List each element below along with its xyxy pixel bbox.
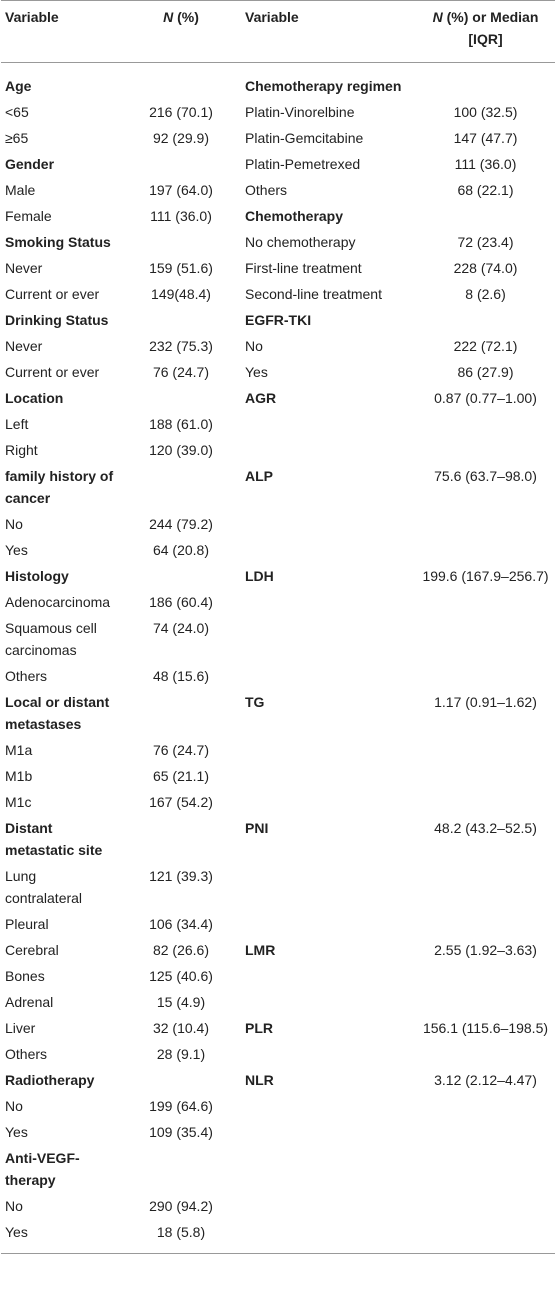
- variable-cell: Squamous cell carcinomas: [5, 620, 97, 658]
- variable-cell-2: Second-line treatment: [245, 286, 382, 302]
- header-row: [1, 1, 555, 63]
- table-row: [1, 63, 555, 100]
- variable-cell: Smoking Status: [5, 234, 111, 250]
- variable-cell-2: [241, 663, 416, 689]
- n-percent-cell: 188 (61.0): [149, 416, 213, 432]
- n-percent-cell: [121, 1145, 241, 1193]
- variable-cell: Gender: [5, 156, 55, 172]
- n-percent-cell: 120 (39.0): [149, 442, 213, 458]
- table-row: [1, 1067, 555, 1093]
- n-percent-cell: 92 (29.9): [152, 130, 210, 146]
- n-percent-cell: 48 (15.6): [152, 668, 210, 684]
- n-percent-cell: [121, 151, 241, 177]
- variable-cell-2: [241, 1093, 416, 1119]
- table-row: [1, 359, 555, 385]
- n-percent-cell: [121, 385, 241, 411]
- variable-cell-2: LDH: [245, 568, 274, 584]
- value-cell: 199.6 (167.9–256.7): [422, 568, 549, 584]
- variable-cell: No: [5, 1098, 23, 1114]
- value-cell: [416, 963, 555, 989]
- table-row: [1, 1015, 555, 1041]
- variable-cell-2: Platin-Vinorelbine: [245, 104, 355, 120]
- variable-cell-2: [241, 537, 416, 563]
- table-row: [1, 463, 555, 511]
- n-percent-cell: 149(48.4): [151, 286, 211, 302]
- variable-cell-2: [241, 789, 416, 815]
- value-cell: 68 (22.1): [457, 182, 514, 198]
- header-n-italic: N: [163, 9, 174, 25]
- header-n-percent: [121, 1, 241, 63]
- table-row: [1, 1093, 555, 1119]
- n-percent-cell: 244 (79.2): [149, 516, 213, 532]
- table-row: [1, 1145, 555, 1193]
- n-percent-cell: 106 (34.4): [149, 916, 213, 932]
- table-row: [1, 1193, 555, 1219]
- variable-cell-2: [241, 911, 416, 937]
- variable-cell: Histology: [5, 568, 69, 584]
- variable-cell-2: No chemotherapy: [245, 234, 356, 250]
- table-row: [1, 307, 555, 333]
- variable-cell: Never: [5, 338, 43, 354]
- value-cell: 147 (47.7): [453, 130, 518, 146]
- variable-cell-2: Platin-Gemcitabine: [245, 130, 364, 146]
- value-cell: 48.2 (43.2–52.5): [434, 820, 537, 836]
- value-cell: 3.12 (2.12–4.47): [434, 1072, 537, 1088]
- table-row: [1, 151, 555, 177]
- header-n-percent-median: [416, 1, 555, 63]
- value-cell: [416, 511, 555, 537]
- value-cell: 228 (74.0): [453, 260, 518, 276]
- table-row: [1, 177, 555, 203]
- value-cell: 100 (32.5): [453, 104, 518, 120]
- n-percent-cell: 76 (24.7): [152, 364, 210, 380]
- table-row: [1, 229, 555, 255]
- value-cell: [416, 1041, 555, 1067]
- value-cell: [416, 63, 555, 100]
- value-cell: 0.87 (0.77–1.00): [434, 390, 537, 406]
- value-cell: [416, 1119, 555, 1145]
- variable-cell-2: NLR: [245, 1072, 274, 1088]
- variable-cell: Radiotherapy: [5, 1072, 95, 1088]
- variable-cell: Left: [5, 416, 29, 432]
- n-percent-cell: 159 (51.6): [149, 260, 213, 276]
- variable-cell: Others: [5, 1046, 48, 1062]
- variable-cell-2: [241, 411, 416, 437]
- value-cell: 75.6 (63.7–98.0): [434, 468, 537, 484]
- value-cell: [416, 989, 555, 1015]
- variable-cell: Yes: [5, 542, 28, 558]
- value-cell: [416, 1193, 555, 1219]
- variable-cell-2: PLR: [245, 1020, 273, 1036]
- variable-cell: Adenocarcinoma: [5, 594, 111, 610]
- value-cell: [416, 203, 555, 229]
- n-percent-cell: 111 (36.0): [150, 208, 212, 224]
- n-percent-cell: 28 (9.1): [156, 1046, 206, 1062]
- header-variable: Variable: [5, 9, 59, 25]
- value-cell: [416, 663, 555, 689]
- variable-cell: Male: [5, 182, 36, 198]
- variable-cell: Liver: [5, 1020, 36, 1036]
- table-row: [1, 333, 555, 359]
- n-percent-cell: 64 (20.8): [152, 542, 210, 558]
- variable-cell-2: EGFR-TKI: [245, 312, 312, 328]
- n-percent-cell: 15 (4.9): [156, 994, 206, 1010]
- variable-cell-2: [241, 763, 416, 789]
- variable-cell: Never: [5, 260, 43, 276]
- table-row: [1, 589, 555, 615]
- table-row: [1, 511, 555, 537]
- variable-cell: Current or ever: [5, 364, 100, 380]
- variable-cell: Anti-VEGF-therapy: [5, 1150, 80, 1188]
- n-percent-cell: 197 (64.0): [149, 182, 213, 198]
- variable-cell-2: [241, 615, 416, 663]
- header-n2-rest: (%) or Median [IQR]: [442, 9, 539, 47]
- table-row: [1, 615, 555, 663]
- table-row: [1, 563, 555, 589]
- variable-cell-2: First-line treatment: [245, 260, 362, 276]
- n-percent-cell: [121, 229, 241, 255]
- variable-cell-2: [241, 437, 416, 463]
- variable-cell: Others: [5, 668, 48, 684]
- header-n-rest: (%): [173, 9, 199, 25]
- table-row: [1, 125, 555, 151]
- variable-cell-2: [241, 989, 416, 1015]
- variable-cell-2: Chemotherapy: [245, 208, 344, 224]
- variable-cell-2: ALP: [245, 468, 273, 484]
- variable-cell-2: AGR: [245, 390, 277, 406]
- table-row: [1, 99, 555, 125]
- value-cell: 1.17 (0.91–1.62): [434, 694, 537, 710]
- table-row: [1, 937, 555, 963]
- variable-cell: M1a: [5, 742, 33, 758]
- variable-cell: No: [5, 1198, 23, 1214]
- variable-cell: Location: [5, 390, 64, 406]
- table-row: [1, 737, 555, 763]
- value-cell: [416, 307, 555, 333]
- header-variable-2: Variable: [245, 9, 299, 25]
- n-percent-cell: 32 (10.4): [152, 1020, 210, 1036]
- n-percent-cell: 199 (64.6): [149, 1098, 213, 1114]
- table-row: [1, 963, 555, 989]
- variable-cell-2: Chemotherapy regimen: [245, 78, 402, 94]
- variable-cell: Bones: [5, 968, 45, 984]
- n-percent-cell: 18 (5.8): [156, 1224, 206, 1240]
- n-percent-cell: 74 (24.0): [152, 620, 210, 636]
- table-row: [1, 1219, 555, 1254]
- n-percent-cell: [121, 1067, 241, 1093]
- value-cell: [416, 411, 555, 437]
- variable-cell-2: PNI: [245, 820, 269, 836]
- variable-cell: ≥65: [5, 130, 29, 146]
- value-cell: 156.1 (115.6–198.5): [422, 1020, 549, 1036]
- n-percent-cell: 109 (35.4): [149, 1124, 213, 1140]
- value-cell: 86 (27.9): [457, 364, 514, 380]
- variable-cell: Distant metastatic site: [5, 820, 103, 858]
- variable-cell-2: [241, 1145, 416, 1193]
- table-row: [1, 663, 555, 689]
- variable-cell-2: [241, 1119, 416, 1145]
- value-cell: [416, 863, 555, 911]
- variable-cell: Age: [5, 78, 32, 94]
- variable-cell: Cerebral: [5, 942, 59, 958]
- n-percent-cell: 65 (21.1): [152, 768, 210, 784]
- table-row: [1, 911, 555, 937]
- table-row: [1, 437, 555, 463]
- table-row: [1, 411, 555, 437]
- variable-cell: Pleural: [5, 916, 49, 932]
- characteristics-table: [1, 0, 555, 1254]
- n-percent-cell: 125 (40.6): [149, 968, 213, 984]
- variable-cell-2: Yes: [245, 364, 268, 380]
- n-percent-cell: [121, 689, 241, 737]
- value-cell: [416, 789, 555, 815]
- n-percent-cell: 82 (26.6): [152, 942, 210, 958]
- variable-cell: Female: [5, 208, 52, 224]
- value-cell: 111 (36.0): [454, 156, 517, 172]
- n-percent-cell: [121, 307, 241, 333]
- value-cell: [416, 537, 555, 563]
- variable-cell-2: Platin-Pemetrexed: [245, 156, 361, 172]
- table-row: [1, 255, 555, 281]
- value-cell: 222 (72.1): [453, 338, 518, 354]
- table-row: [1, 385, 555, 411]
- variable-cell-2: [241, 511, 416, 537]
- table-row: [1, 1119, 555, 1145]
- value-cell: [416, 737, 555, 763]
- n-percent-cell: 76 (24.7): [152, 742, 210, 758]
- n-percent-cell: 216 (70.1): [149, 104, 213, 120]
- n-percent-cell: [121, 563, 241, 589]
- table-body: [1, 63, 555, 1254]
- variable-cell: Current or ever: [5, 286, 100, 302]
- variable-cell: family history of cancer: [5, 468, 114, 506]
- n-percent-cell: 232 (75.3): [149, 338, 213, 354]
- variable-cell-2: No: [245, 338, 263, 354]
- variable-cell-2: Others: [245, 182, 288, 198]
- n-percent-cell: 121 (39.3): [149, 868, 213, 884]
- table-row: [1, 281, 555, 307]
- variable-cell: M1b: [5, 768, 33, 784]
- value-cell: [416, 911, 555, 937]
- variable-cell-2: [241, 863, 416, 911]
- n-percent-cell: [121, 463, 241, 511]
- n-percent-cell: 186 (60.4): [149, 594, 213, 610]
- table-row: [1, 689, 555, 737]
- table-row: [1, 815, 555, 863]
- n-percent-cell: 167 (54.2): [149, 794, 213, 810]
- table-row: [1, 1041, 555, 1067]
- n-percent-cell: 290 (94.2): [149, 1198, 213, 1214]
- variable-cell: No: [5, 516, 23, 532]
- value-cell: [416, 1145, 555, 1193]
- table-row: [1, 789, 555, 815]
- value-cell: 2.55 (1.92–3.63): [434, 942, 537, 958]
- value-cell: [416, 589, 555, 615]
- table-row: [1, 537, 555, 563]
- value-cell: [416, 763, 555, 789]
- variable-cell-2: LMR: [245, 942, 276, 958]
- variable-cell-2: TG: [245, 694, 265, 710]
- table-row: [1, 863, 555, 911]
- variable-cell: <65: [5, 104, 29, 120]
- n-percent-cell: [121, 815, 241, 863]
- value-cell: [416, 615, 555, 663]
- variable-cell-2: [241, 589, 416, 615]
- table-row: [1, 989, 555, 1015]
- variable-cell-2: [241, 1219, 416, 1254]
- header-n2-italic: N: [432, 9, 443, 25]
- variable-cell-2: [241, 737, 416, 763]
- variable-cell-2: [241, 1041, 416, 1067]
- variable-cell: Lung contralateral: [5, 868, 83, 906]
- table-row: [1, 763, 555, 789]
- variable-cell: M1c: [5, 794, 32, 810]
- variable-cell: Right: [5, 442, 38, 458]
- variable-cell: Local or distant metastases: [5, 694, 110, 732]
- variable-cell-2: [241, 1193, 416, 1219]
- value-cell: [416, 1093, 555, 1119]
- value-cell: 72 (23.4): [457, 234, 514, 250]
- variable-cell: Yes: [5, 1224, 28, 1240]
- n-percent-cell: [121, 63, 241, 100]
- table-row: [1, 203, 555, 229]
- variable-cell: Drinking Status: [5, 312, 109, 328]
- variable-cell: Adrenal: [5, 994, 54, 1010]
- value-cell: [416, 437, 555, 463]
- value-cell: 8 (2.6): [465, 286, 506, 302]
- variable-cell-2: [241, 963, 416, 989]
- variable-cell: Yes: [5, 1124, 28, 1140]
- value-cell: [416, 1219, 555, 1254]
